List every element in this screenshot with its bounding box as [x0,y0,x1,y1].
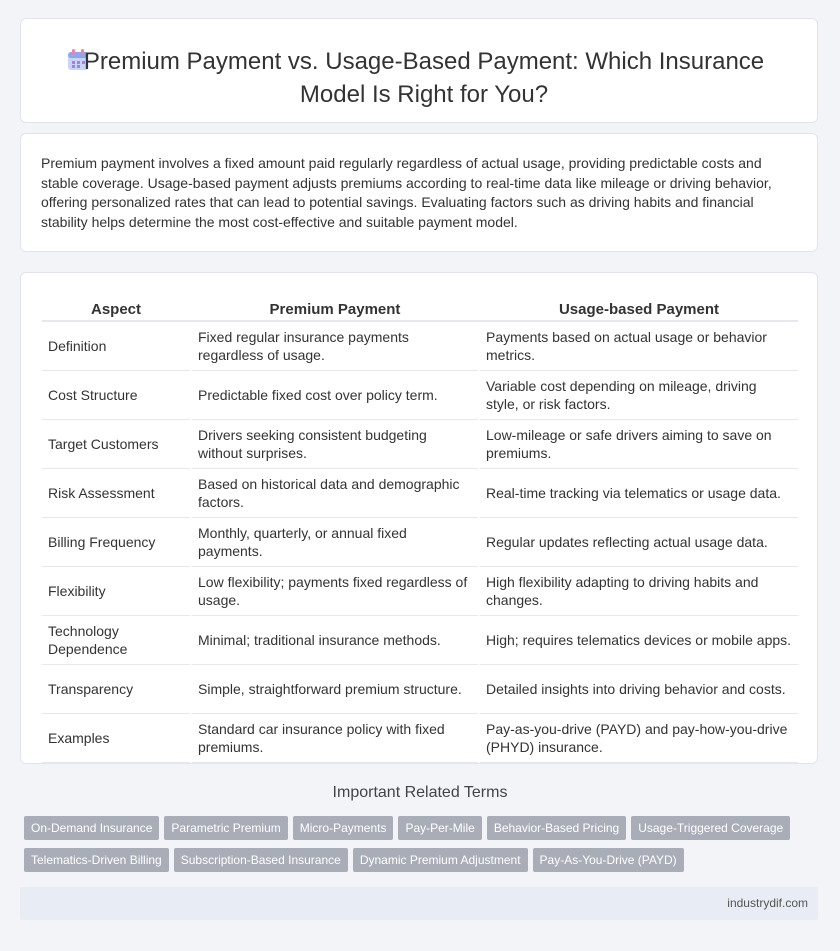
row-premium: Monthly, quarterly, or annual fixed payments. [191,518,479,567]
page-title: Premium Payment vs. Usage-Based Payment: Which Insurance Model Is Right for You? [83,48,765,108]
table-row [42,665,798,714]
row-aspect: Flexibility [42,567,191,616]
row-premium: Fixed regular insurance payments regardless of usage. [191,321,479,371]
related-term-tag[interactable]: Telematics-Driven Billing [24,848,169,872]
related-term-tag[interactable]: Micro-Payments [293,816,394,840]
table-row [42,321,798,371]
table-row [42,420,798,469]
intro-card [20,133,818,252]
row-premium: Based on historical data and demographic factors. [191,469,479,518]
related-terms-list [24,816,814,880]
header-aspect: Aspect [42,295,191,321]
row-aspect: Target Customers [42,420,191,469]
row-aspect: Billing Frequency [42,518,191,567]
table-row [42,567,798,616]
row-usage: High flexibility adapting to driving habits and changes. [479,567,798,616]
row-premium: Simple, straightforward premium structure. [191,665,479,714]
related-term-tag[interactable]: Pay-As-You-Drive (PAYD) [533,848,684,872]
row-premium: Predictable fixed cost over policy term. [191,371,479,420]
row-usage: Pay-as-you-drive (PAYD) and pay-how-you-drive (PHYD) insurance. [479,714,798,763]
row-aspect: Transparency [42,665,191,714]
row-usage: High; requires telematics devices or mobile apps. [479,616,798,665]
related-term-tag[interactable]: Usage-Triggered Coverage [631,816,790,840]
table-row [42,469,798,518]
footer-site-link[interactable]: industrydif.com [727,896,808,910]
row-aspect: Examples [42,714,191,763]
table-row [42,714,798,763]
row-aspect: Technology Dependence [42,616,191,665]
table-row [42,518,798,567]
row-aspect: Risk Assessment [42,469,191,518]
row-aspect: Cost Structure [42,371,191,420]
intro-paragraph: Premium payment involves a fixed amount paid regularly regardless of actual usage, providing predictable costs and stable coverage. Usage-based payment adjusts premiums according to real-time data like mileage or driving behavior, offering personalized rates that can lead to potential savings. Evaluating factors such as driving habits and financial stability helps determine the most cost-effective and suitable payment model. [41,155,772,230]
comparison-card [20,272,818,764]
table-header-row [42,295,798,321]
related-terms-title: Important Related Terms [332,784,508,801]
row-aspect: Definition [42,321,191,371]
related-term-tag[interactable]: Parametric Premium [164,816,287,840]
related-term-tag[interactable]: Pay-Per-Mile [398,816,481,840]
comparison-table [42,295,798,763]
row-usage: Real-time tracking via telematics or usage data. [479,469,798,518]
related-term-tag[interactable]: Behavior-Based Pricing [487,816,626,840]
table-row [42,616,798,665]
row-usage: Variable cost depending on mileage, driving style, or risk factors. [479,371,798,420]
related-term-tag[interactable]: Subscription-Based Insurance [174,848,348,872]
table-row [42,371,798,420]
row-premium: Drivers seeking consistent budgeting without surprises. [191,420,479,469]
related-term-tag[interactable]: Dynamic Premium Adjustment [353,848,528,872]
row-premium: Minimal; traditional insurance methods. [191,616,479,665]
row-usage: Regular updates reflecting actual usage data. [479,518,798,567]
title-card [20,18,818,123]
header-usage-based-payment: Usage-based Payment [479,295,798,321]
row-premium: Low flexibility; payments fixed regardless of usage. [191,567,479,616]
row-usage: Detailed insights into driving behavior and costs. [479,665,798,714]
row-premium: Standard car insurance policy with fixed premiums. [191,714,479,763]
row-usage: Low-mileage or safe drivers aiming to save on premiums. [479,420,798,469]
row-usage: Payments based on actual usage or behavior metrics. [479,321,798,371]
footer [20,887,818,920]
header-premium-payment: Premium Payment [191,295,479,321]
related-term-tag[interactable]: On-Demand Insurance [24,816,159,840]
